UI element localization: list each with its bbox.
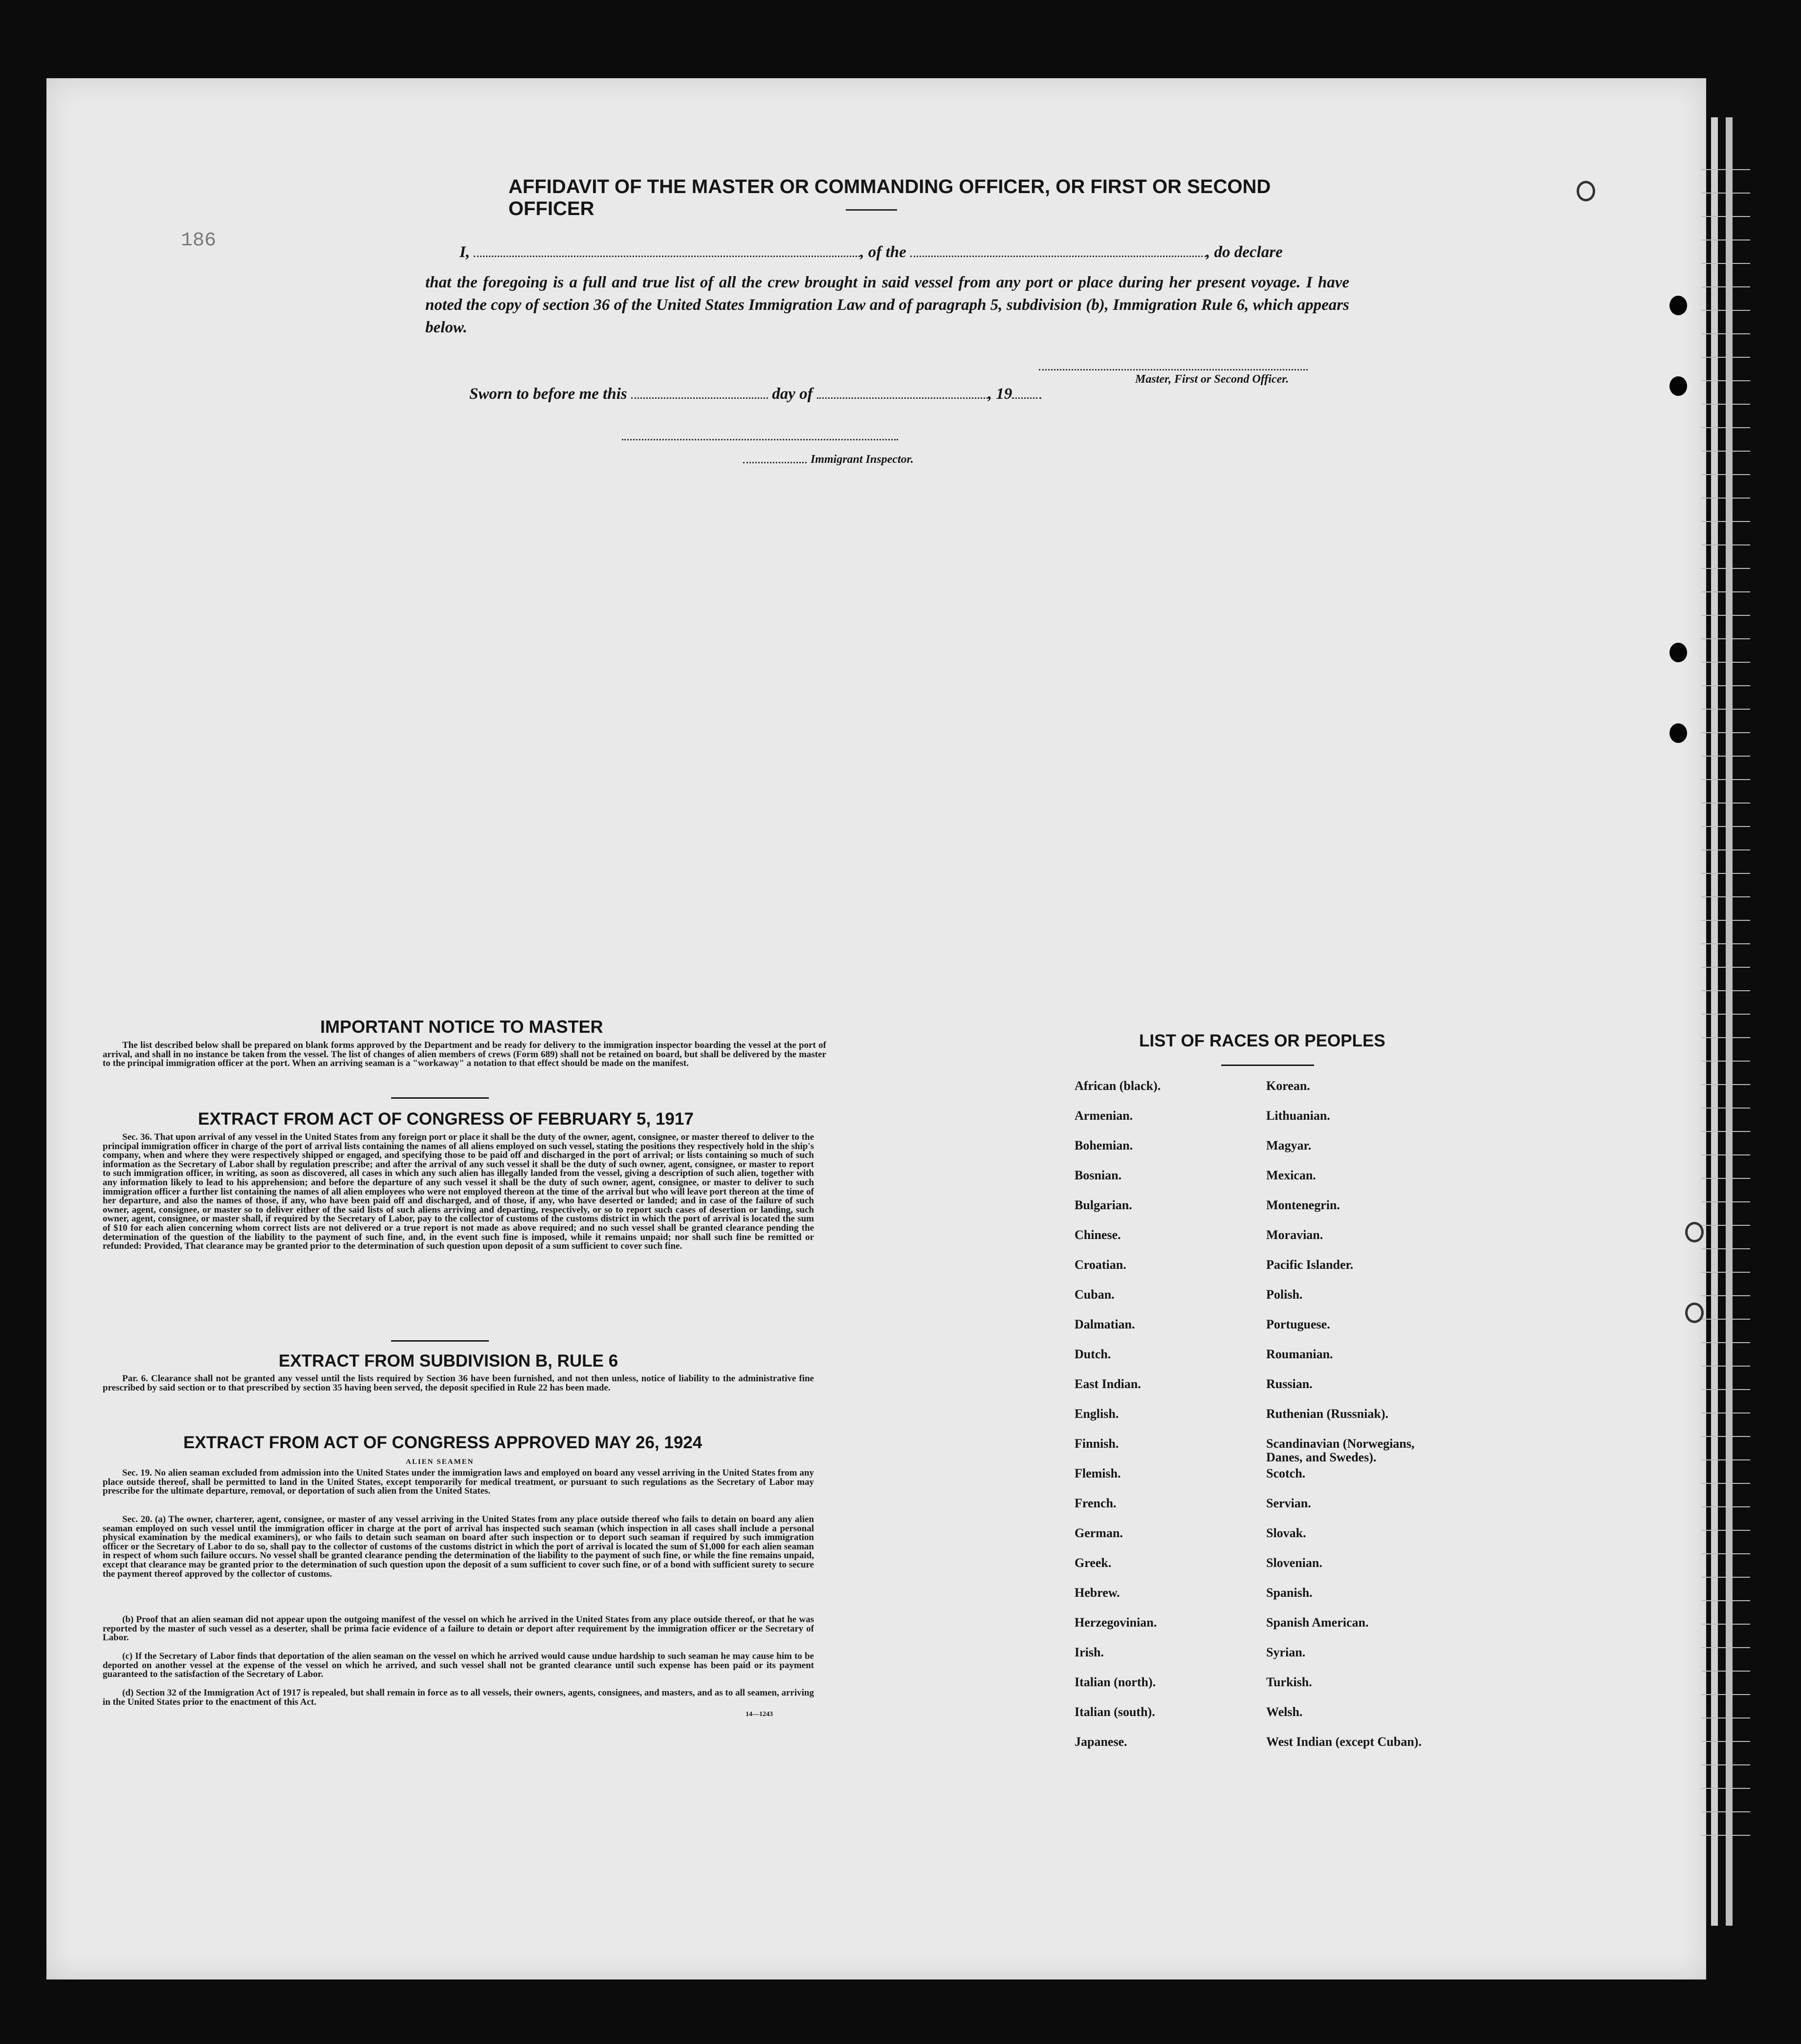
race-item: Lithuanian.	[1266, 1109, 1330, 1123]
race-item: Flemish.	[1075, 1466, 1121, 1480]
extract-1917-title: EXTRACT FROM ACT OF CONGRESS OF FEBRUARY 5, 1917	[198, 1109, 694, 1129]
binder-hole	[1669, 296, 1687, 315]
race-item: Spanish American.	[1266, 1615, 1369, 1630]
extract-rule6-text: Par. 6. Clearance shall not be granted any vessel until the lists required by Section 36 have been furnished, and not then unless, notice of liability to the administrative fine prescribed by said section or to that prescribed by section 35 having been served, the deposit specified in Rule 22 has been made.	[103, 1373, 814, 1393]
alien-seamen-subtitle: ALIEN SEAMEN	[406, 1458, 474, 1466]
race-item: Spanish.	[1266, 1586, 1313, 1600]
race-item: Portuguese.	[1266, 1317, 1330, 1331]
race-item: West Indian (except Cuban).	[1266, 1735, 1422, 1749]
race-item: Ruthenian (Russniak).	[1266, 1407, 1388, 1421]
signature-line	[1039, 369, 1308, 370]
race-item: Servian.	[1266, 1496, 1311, 1510]
race-item: Bohemian.	[1075, 1138, 1133, 1152]
races-rule	[1221, 1065, 1314, 1066]
affidavit-i: I,	[460, 243, 470, 261]
race-item: Welsh.	[1266, 1705, 1303, 1719]
binder-hole	[1669, 376, 1687, 396]
race-item: Greek.	[1075, 1556, 1112, 1570]
race-item: Cuban.	[1075, 1287, 1115, 1302]
binder-hole	[1685, 1222, 1704, 1242]
race-item: African (black).	[1075, 1079, 1161, 1093]
races-title: LIST OF RACES OR PEOPLES	[1139, 1031, 1385, 1050]
race-item: Slovak.	[1266, 1526, 1306, 1540]
name-blank	[474, 256, 860, 257]
race-item: Dutch.	[1075, 1347, 1111, 1361]
notice-text: The list described below shall be prepared on blank forms approved by the Department and be ready for delivery to the immigration inspector boarding the vessel at the port of arrival, and shall in no instance be taken from the vessel. The list of changes of alien members of crews (Form 689) shall not be retained on board, but shall be delivered by the master to the principal immigration officer at the port. When an arriving seaman is a "workaway" a notation to that effect should be made on the manifest.	[103, 1040, 826, 1069]
race-item: Bosnian.	[1075, 1168, 1122, 1182]
extract-1917-text: Sec. 36. That upon arrival of any vessel in the United States from any foreign port or place it shall be the duty of the owner, agent, consignee, or master thereof to deliver to the principal immigration officer in charge of the port of arrival lists containing the names of all aliens employed on such vessel, stating the positions they respectively hold in the ship's company, when and where they were respectively shipped or engaged, and specifying those to be paid off and discharged in the port of arrival; or lists containing so much of such information as the Secretary of Labor shall by regulation prescribe; and after the arrival of any such vessel it shall be the duty of such owner, agent, consignee, or master to report to such immigration officer, in writing, as soon as discovered, all cases in which any such alien has illegally landed from the vessel, giving a description of such alien, together with any information likely to lead to his apprehension; and before the departure of any such vessel it shall be the duty of such owner, agent, consignee, or master to deliver to such immigration officer a further list containing the names of all alien employees who were not employed thereon at the time of the arrival but who will leave port thereon at the time of her departure, and also the names of those, if any, who have been paid off and discharged, and of those, if any, who have deserted or landed; and in case of the failure of such owner, agent, consignee, or master so to deliver either of the said lists of such aliens arriving and departing, respectively, or so to report such cases of desertion or landing, such owner, agent, consignee, or master shall, if required by the Secretary of Labor, pay to the collector of customs of the customs district in which the port of arrival is located the sum of $10 for each alien concerning whom correct lists are not delivered or a true report is not made as above required; and no such vessel shall be granted clearance pending the determination of the question of the liability to the payment of such fine, and, in the event such fine is imposed, while it remains unpaid; nor shall such fine be remitted or refunded: Provided, That clearance may be granted prior to the determination of such question upon deposit of a sum sufficient to cover such fine.	[103, 1132, 814, 1252]
race-item: Croatian.	[1075, 1258, 1126, 1272]
extract-1924-secd: (d) Section 32 of the Immigration Act of 1917 is repealed, but shall remain in force as to all vessels, their owners, agents, consignees, and masters, and as to all seamen, arriving in the United States prior to the enactment of this Act.	[103, 1688, 814, 1707]
month-blank	[817, 397, 988, 399]
race-item: Scandinavian (Norwegians, Danes, and Swedes).	[1266, 1436, 1415, 1464]
binder-hole	[1685, 1303, 1704, 1323]
race-item: Syrian.	[1266, 1645, 1306, 1659]
page-number: 186	[181, 230, 217, 252]
ghost-grid	[1701, 147, 1750, 1857]
race-item: German.	[1075, 1526, 1123, 1540]
extract-1924-sec19: Sec. 19. No alien seaman excluded from admission into the United States under the immigration laws and employed on board any vessel arriving in the United States from any place outside thereof, shall be permitted to land in the United States, except temporarily for medical treatment, or pursuant to such regulations as the Secretary of Labor may prescribe for the ultimate departure, removal, or deportation of such alien from the United States.	[103, 1468, 814, 1497]
signature-label: Master, First or Second Officer.	[1135, 373, 1289, 386]
inspector-short-line	[743, 462, 807, 463]
race-item: Chinese.	[1075, 1228, 1121, 1242]
day-blank	[631, 397, 768, 399]
race-item: Turkish.	[1266, 1675, 1312, 1689]
section-rule	[391, 1340, 489, 1342]
race-item: Polish.	[1266, 1287, 1303, 1302]
race-item: Finnish.	[1075, 1436, 1119, 1451]
race-item: Mexican.	[1266, 1168, 1316, 1182]
race-item: East Indian.	[1075, 1377, 1141, 1391]
vessel-blank	[910, 256, 1206, 257]
race-item: Hebrew.	[1075, 1586, 1120, 1600]
race-item: Moravian.	[1266, 1228, 1323, 1242]
race-item: English.	[1075, 1407, 1119, 1421]
extract-1924-sec20: Sec. 20. (a) The owner, charterer, agent, consignee, or master of any vessel arriving in the United States from any place outside thereof who fails to detain on board any alien seaman employed on such vessel until the immigration officer in charge at the port of arrival has inspected such seaman (which inspection in all cases shall include a personal physical examination by the medical examiners), or who fails to detain such seaman on board after such inspection or to deport such seaman if required by such immigration officer or the Secretary of Labor to do so, shall pay to the collector of customs of the customs district in which the port of arrival is located the sum of $1,000 for each alien seaman in respect of whom such failure occurs. No vessel shall be granted clearance pending the determination of the liability to the payment of such fine, or while the fine remains unpaid, except that clearance may be granted prior to the determination of such question upon the deposit of a sum sufficient to cover such fine, or of a bond with sufficient surety to secure the payment thereof approved by the collector of customs.	[103, 1514, 814, 1579]
extract-rule6-title: EXTRACT FROM SUBDIVISION B, RULE 6	[279, 1351, 618, 1370]
year-prefix: , 19	[988, 385, 1012, 403]
race-item: Russian.	[1266, 1377, 1313, 1391]
race-item: Korean.	[1266, 1079, 1310, 1093]
extract-1924-title: EXTRACT FROM ACT OF CONGRESS APPROVED MAY 26, 1924	[183, 1433, 703, 1452]
race-item: Montenegrin.	[1266, 1198, 1340, 1212]
race-item: Slovenian.	[1266, 1556, 1322, 1570]
affidavit-declaration-line	[460, 244, 1349, 261]
notice-title: IMPORTANT NOTICE TO MASTER	[320, 1017, 603, 1037]
sworn-text: Sworn to before me this	[469, 385, 627, 403]
race-item: Italian (north).	[1075, 1675, 1156, 1689]
day-of-text: day of	[772, 385, 813, 403]
binder-hole	[1669, 643, 1687, 662]
race-item: Japanese.	[1075, 1735, 1127, 1749]
binder-hole	[1577, 181, 1595, 201]
affidavit-of-the: , of the	[860, 243, 906, 261]
extract-1924-secb: (b) Proof that an alien seaman did not appear upon the outgoing manifest of the vessel on which he arrived in the United States from any place outside thereof, or that he was reported by the master of such vessel as a deserter, shall be prima facie evidence of a failure to detain or deport after requirement by the immigration officer or the Secretary of Labor.	[103, 1614, 814, 1643]
race-item: French.	[1075, 1496, 1117, 1510]
race-item: Magyar.	[1266, 1138, 1312, 1152]
inspector-label: Immigrant Inspector.	[811, 453, 914, 466]
race-item: Herzegovinian.	[1075, 1615, 1157, 1630]
race-item: Italian (south).	[1075, 1705, 1155, 1719]
inspector-signature-line	[622, 439, 898, 440]
race-item: Bulgarian.	[1075, 1198, 1132, 1212]
race-item: Scotch.	[1266, 1466, 1306, 1480]
section-rule	[391, 1097, 489, 1099]
affidavit-title: AFFIDAVIT OF THE MASTER OR COMMANDING OFFICER, OR FIRST OR SECOND OFFICER	[508, 176, 1271, 219]
affidavit-body: that the foregoing is a full and true list of all the crew brought in said vessel from any port or place during her present voyage. I have noted the copy of section 36 of the United States Immigration Law and of paragraph 5, subdivision (b), Immigration Rule 6, which appears below.	[425, 274, 1349, 336]
race-item: Irish.	[1075, 1645, 1104, 1659]
binder-hole	[1669, 723, 1687, 743]
sworn-line	[469, 386, 1105, 402]
race-item: Roumanian.	[1266, 1347, 1333, 1361]
form-number: 14—1243	[746, 1711, 773, 1718]
extract-1924-secc: (c) If the Secretary of Labor finds that deportation of the alien seaman on the vessel on which he arrived would cause undue hardship to such seaman he may cause him to be deported on another vessel at the expense of the vessel on which he arrived, and such vessel shall not be granted clearance until such expense has been paid or its payment guaranteed to the satisfaction of the Secretary of Labor.	[103, 1651, 814, 1680]
race-item: Pacific Islander.	[1266, 1258, 1354, 1272]
year-blank	[1012, 397, 1041, 399]
race-item: Armenian.	[1075, 1109, 1133, 1123]
title-rule	[846, 209, 897, 211]
affidavit-declare: , do declare	[1206, 243, 1283, 261]
race-item: Dalmatian.	[1075, 1317, 1135, 1331]
